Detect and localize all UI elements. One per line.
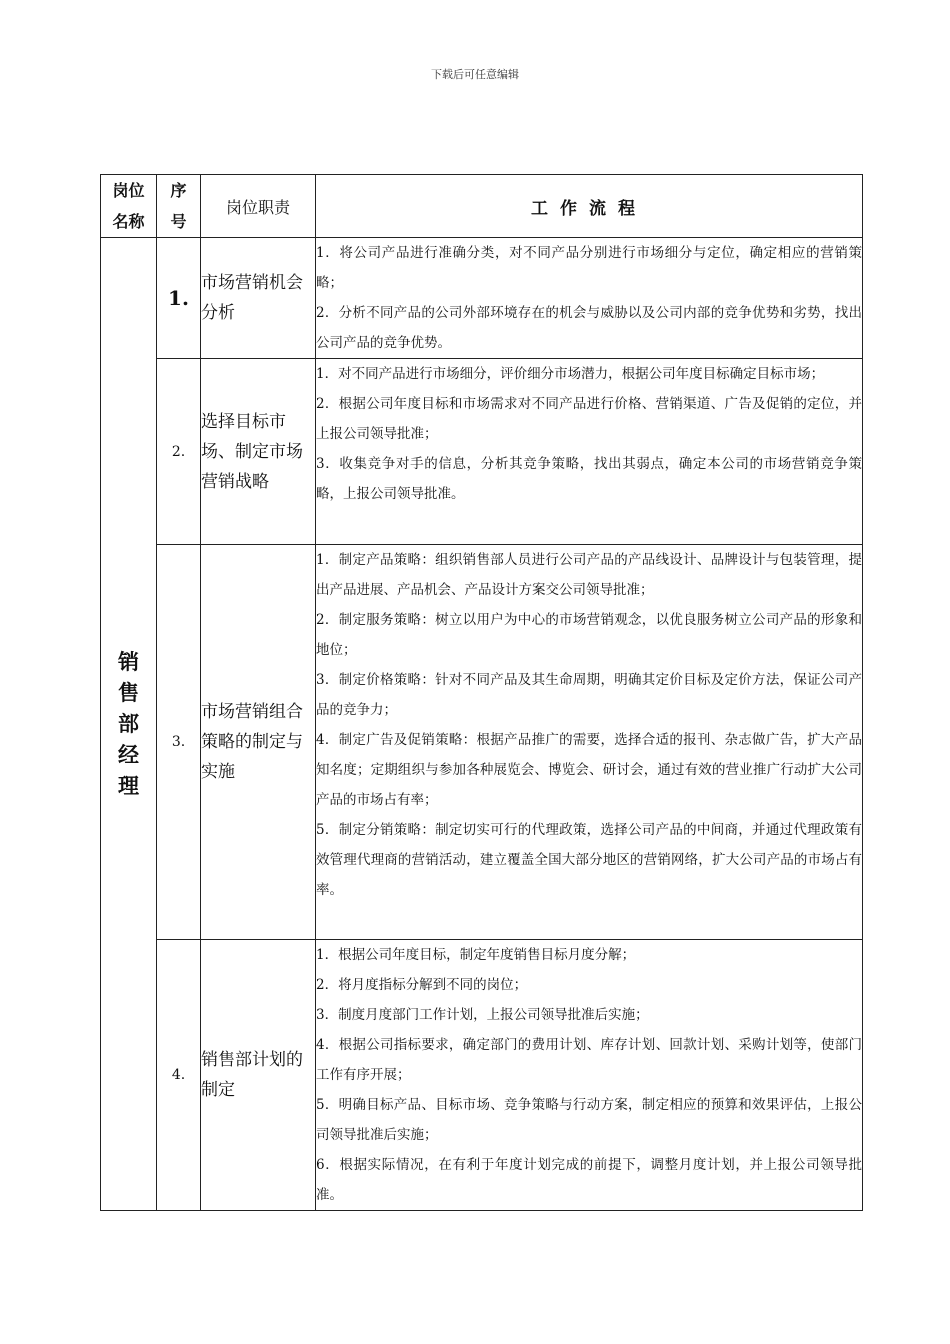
- seq-cell: 4.: [157, 940, 201, 1211]
- seq-cell: 3.: [157, 545, 201, 940]
- header-seq-line: 号: [170, 212, 187, 231]
- duty-cell: 销售部计划的制定: [201, 940, 316, 1211]
- position-name-char: 经: [118, 742, 139, 767]
- table-header-row: [101, 175, 863, 238]
- workflow-step: 2．分析不同产品的公司外部环境存在的机会与威胁以及公司内部的竞争优势和劣势，找出公司产品的竞争优势。: [316, 305, 862, 351]
- workflow-step: 2．将月度指标分解到不同的岗位；: [316, 977, 528, 993]
- workflow-cell: [316, 940, 863, 1211]
- workflow-step: 5．制定分销策略：制定切实可行的代理政策，选择公司产品的中间商，并通过代理政策有效管理代理商的营销活动，建立覆盖全国大部分地区的营销网络，扩大公司产品的市场占有率。: [316, 822, 862, 898]
- workflow-step: 3．制定价格策略：针对不同产品及其生命周期，明确其定价目标及定价方法，保证公司产品的竞争力；: [316, 672, 862, 718]
- job-duty-table: [100, 174, 863, 1211]
- workflow-step: 3．收集竞争对手的信息，分析其竞争策略，找出其弱点，确定本公司的市场营销竞争策略，上报公司领导批准。: [316, 456, 862, 502]
- workflow-step: 2．制定服务策略：树立以用户为中心的市场营销观念，以优良服务树立公司产品的形象和地位；: [316, 612, 862, 658]
- duty-cell: 市场营销组合策略的制定与实施: [201, 545, 316, 940]
- position-name-char: 理: [118, 773, 139, 798]
- table-row: [101, 238, 863, 359]
- position-name-cell: [101, 238, 157, 1211]
- seq-cell: 2.: [157, 359, 201, 545]
- page-header-note: 下载后可任意编辑: [431, 68, 519, 81]
- workflow-step: 6．根据实际情况，在有利于年度计划完成的前提下，调整月度计划，并上报公司领导批准。: [316, 1157, 862, 1203]
- workflow-cell: [316, 545, 863, 940]
- workflow-cell: [316, 238, 863, 359]
- table-row: [101, 940, 863, 1211]
- position-name-char: 部: [118, 711, 139, 736]
- workflow-cell: [316, 359, 863, 545]
- table-row: [101, 545, 863, 940]
- workflow-step: 2．根据公司年度目标和市场需求对不同产品进行价格、营销渠道、广告及促销的定位，并上报公司领导批准；: [316, 396, 862, 442]
- workflow-step: 5．明确目标产品、目标市场、竞争策略与行动方案，制定相应的预算和效果评估，上报公司领导批准后实施；: [316, 1097, 862, 1143]
- workflow-step: 1．对不同产品进行市场细分，评价细分市场潜力，根据公司年度目标确定目标市场；: [316, 366, 825, 382]
- workflow-step: 1．制定产品策略：组织销售部人员进行公司产品的产品线设计、品牌设计与包装管理，提出产品进展、产品机会、产品设计方案交公司领导批准；: [316, 552, 862, 598]
- workflow-step: 1．根据公司年度目标，制定年度销售目标月度分解；: [316, 947, 636, 963]
- header-duty: 岗位职责: [201, 175, 316, 238]
- workflow-step: 4．根据公司指标要求，确定部门的费用计划、库存计划、回款计划、采购计划等，使部门工作有序开展；: [316, 1037, 862, 1083]
- header-position-name-line: 岗位: [112, 181, 145, 200]
- header-position-name-line: 名称: [112, 212, 145, 231]
- table-row: [101, 359, 863, 545]
- position-name-char: 销: [118, 649, 139, 674]
- header-position-name: [101, 175, 157, 238]
- header-workflow: 工作流程: [316, 175, 863, 238]
- header-seq-line: 序: [170, 181, 187, 200]
- position-name-char: 售: [118, 680, 139, 705]
- workflow-step: 4．制定广告及促销策略：根据产品推广的需要，选择合适的报刊、杂志做广告，扩大产品知名度；定期组织与参加各种展览会、博览会、研讨会，通过有效的营业推广行动扩大公司产品的市场占有率；: [316, 732, 862, 808]
- workflow-step: 1．将公司产品进行准确分类，对不同产品分别进行市场细分与定位，确定相应的营销策略；: [316, 245, 862, 291]
- duty-cell: 选择目标市场、制定市场营销战略: [201, 359, 316, 545]
- header-seq: [157, 175, 201, 238]
- seq-cell: 1.: [157, 238, 201, 359]
- duty-cell: 市场营销机会分析: [201, 238, 316, 359]
- workflow-step: 3．制度月度部门工作计划，上报公司领导批准后实施；: [316, 1007, 649, 1023]
